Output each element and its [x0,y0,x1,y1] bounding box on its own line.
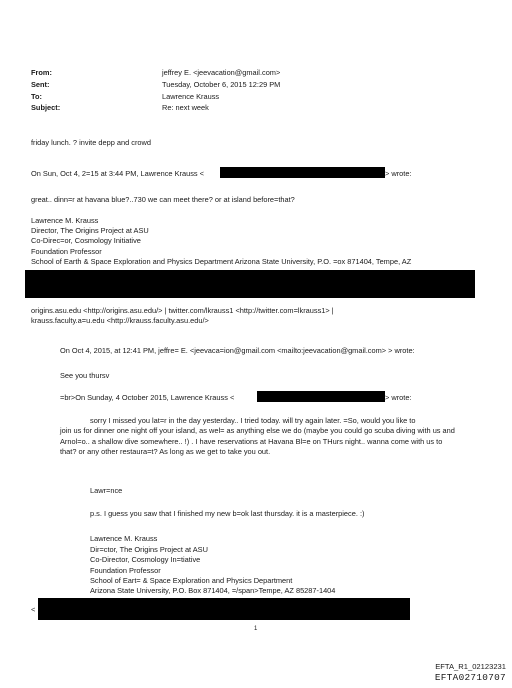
bates-id-small: EFTA_R1_02123231 [435,662,506,671]
subject-value: Re: next week [162,103,209,112]
to-value: Lawrence Krauss [162,92,220,101]
body-line: Lawr=nce [90,486,123,495]
paragraph-line: Arnol=o.. a shallow dive somewhere.. !) . I have reservations at Havana Bl=e on THurs night.. wanna come with us to [60,437,443,446]
signature-line: Dir=ctor, The Origins Project at ASU [90,545,208,554]
body-line: See you thursv [60,371,110,380]
paragraph-line: sorry I missed you lat=r in the day yesterday.. I tried today. will try again later. =So, would you like to [90,416,416,425]
signature-line: Director, The Origins Project at ASU [31,226,149,235]
quote-header-end: > wrote: [385,393,412,402]
signature-line: Co-Director, Cosmology In=tiative [90,555,201,564]
quote-header: On Oct 4, 2015, at 12:41 PM, jeffre= E. <jeevaca=ion@gmail.com <mailto:jeevacation@gmail.com> > wrote: [60,346,415,355]
body-line: < [31,605,36,614]
quote-header: On Sun, Oct 4, 2=15 at 3:44 PM, Lawrence Krauss < [31,169,204,178]
quote-header: =br>On Sunday, 4 October 2015, Lawrence Krauss < [60,393,235,402]
signature-line: Foundation Professor [31,247,102,256]
paragraph-line: join us for dinner one night off your island, as wel= as anything else we do (maybe you could go scuba diving with us and [60,426,455,435]
quote-header-end: > wrote: [385,169,412,178]
redaction-box [220,167,385,178]
body-line: p.s. I guess you saw that I finished my new b=ok last thursday. it is a masterpiece. :) [90,509,365,518]
signature-line: School of Eart= & Space Exploration and Physics Department [90,576,293,585]
subject-label: Subject: [31,103,61,112]
signature-line: Arizona State University, P.O. Box 871404, =/span>Tempe, AZ 85287-1404 [90,586,336,595]
link-line: krauss.faculty.a=u.edu <http://krauss.faculty.asu.edu/> [31,316,209,325]
redaction-box [25,270,475,298]
sent-label: Sent: [31,80,50,89]
redaction-box [257,391,385,402]
signature-line: Lawrence M. Krauss [90,534,158,543]
link-line: origins.asu.edu <http://origins.asu.edu/> | twitter.com/lkrauss1 <http://twitter.com=lkrauss1> | [31,306,334,315]
signature-line: School of Earth & Space Exploration and Physics Department Arizona State University, P.O. =ox 871404, Tempe, AZ [31,257,412,266]
redaction-box [38,598,410,620]
from-label: From: [31,68,52,77]
bates-id-large: EFTA02710707 [434,672,506,683]
to-label: To: [31,92,42,101]
page-number: 1 [254,626,258,632]
body-line: friday lunch. ? invite depp and crowd [31,138,151,147]
sent-value: Tuesday, October 6, 2015 12:29 PM [162,80,281,89]
signature-line: Lawrence M. Krauss [31,216,99,225]
from-value: jeffrey E. <jeevacation@gmail.com> [162,68,281,77]
body-line: great.. dinn=r at havana blue?..730 we can meet there? or at island before=that? [31,195,295,204]
paragraph-line: that? or any other restaura=t? As long as we get to take you out. [60,447,271,456]
signature-line: Co-Direc=or, Cosmology Initiative [31,236,141,245]
signature-line: Foundation Professor [90,566,161,575]
